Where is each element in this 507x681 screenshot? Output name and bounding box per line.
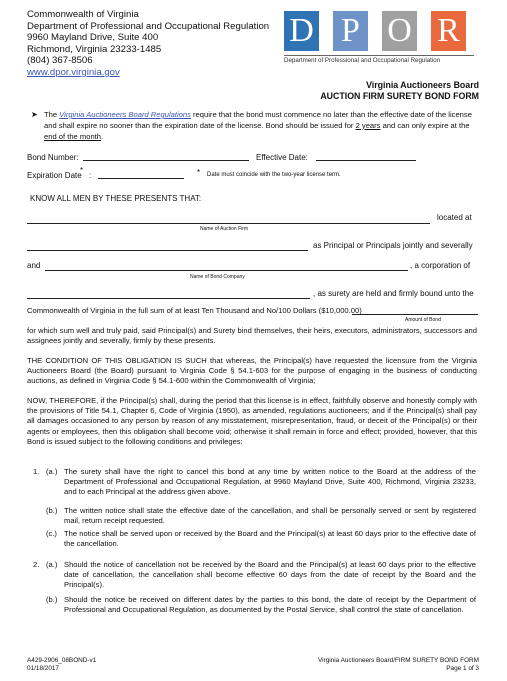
footer-date: 01/18/2017 bbox=[27, 664, 59, 672]
bond-company-caption: Name of Bond Company bbox=[190, 274, 245, 280]
condition-1a: The surety shall have the right to cancel this bond at any time by written notice to the Board at the address of the Department of Professional and Occupational Regulation, at 9960 Mayland Drive, Suite 400, Richmond, Virginia 23233, and to each Principal at the address given above. bbox=[64, 467, 476, 497]
bond-company-name-field[interactable] bbox=[45, 270, 408, 271]
footer-left bbox=[27, 657, 96, 672]
as-surety-text: , as surety are held and firmly bound unto the bbox=[313, 289, 474, 298]
firm-address-field[interactable] bbox=[27, 250, 308, 251]
condition-2a-label: (a.) bbox=[46, 560, 58, 569]
board-name: Virginia Auctioneers Board bbox=[366, 80, 479, 90]
agency-phone: (804) 367-8506 bbox=[27, 55, 93, 67]
notice-text-mid2: and can only expire at the bbox=[380, 120, 470, 130]
form-title: AUCTION FIRM SURETY BOND FORM bbox=[320, 91, 479, 101]
footer-right bbox=[318, 657, 479, 672]
agency-line2: Department of Professional and Occupational Regulation bbox=[27, 20, 270, 32]
condition-number-2: 2. bbox=[33, 560, 40, 569]
condition-2a: Should the notice of cancellation not be received by the Board and the Principal(s) at least 60 days prior to the effective date of cancellation, the cancellation shall become effective 60 days from the date of receipt by the Board and the Principal(s). bbox=[64, 560, 476, 590]
condition-1c: The notice shall be served upon or received by the Board and the Principal(s) at least 60 days prior to the effective date of the cancellation. bbox=[64, 529, 476, 549]
as-principal-text: as Principal or Principals jointly and severally bbox=[313, 241, 473, 250]
condition-1b-label: (b.) bbox=[46, 506, 58, 515]
condition-2b-label: (b.) bbox=[46, 595, 58, 604]
bond-notice bbox=[44, 110, 474, 142]
located-at-text: located at bbox=[437, 213, 472, 222]
notice-text-pre: The bbox=[44, 110, 60, 119]
notice-end-of-month: end of the month bbox=[44, 131, 101, 141]
logo-letter-o: O bbox=[382, 11, 417, 51]
for-which-paragraph: for which sum well and truly paid, said Principal(s) and Surety bind themselves, their heirs, executors, administrators, successors and assignees jointly and severally, firmly by these presents. bbox=[27, 326, 477, 346]
agency-line1: Commonwealth of Virginia bbox=[27, 9, 139, 20]
effective-date-field[interactable] bbox=[316, 160, 416, 161]
expiration-date-label: Expiration Date bbox=[27, 171, 82, 180]
agency-line3: 9960 Mayland Drive, Suite 400 bbox=[27, 32, 159, 44]
footer-form-name: Virginia Auctioneers Board/FIRM SURETY BOND FORM bbox=[318, 657, 479, 664]
date-note: Date must coincide with the two-year license term. bbox=[207, 172, 341, 178]
condition-1b: The written notice shall state the effective date of the cancellation, and shall be personally served or sent by registered mail, return receipt requested. bbox=[64, 506, 476, 526]
condition-number-1: 1. bbox=[33, 467, 40, 476]
bond-number-field[interactable] bbox=[83, 160, 249, 161]
agency-line4: Richmond, Virginia 23233-1485 bbox=[27, 43, 162, 55]
now-therefore-paragraph: NOW, THEREFORE, if the Principal(s) shall, during the period that this license is in effect, faithfully observe and honestly comply with the provisions of Title 54.1, Chapter 6, Code of Virginia (1950), as amended, regulations auctioneers; and if the Principal(s) shall pay all damages occasioned to any person by reason of any misstatement, misrepresentation, fraud, or deceit of the Principal(s) or their agents or employees, then this obligation shall become void; otherwise it shall remain in force and effect; provided, however, that this Bond is issued subject to the following conditions and privileges: bbox=[27, 396, 477, 446]
know-all-heading: KNOW ALL MEN BY THESE PRESENTS THAT: bbox=[30, 194, 202, 203]
condition-2b: Should the notice be received on different dates by the parties to this bond, the date of receipt by the Department of Professional and Occupational Regulation, as documented by the Postal Service, shall control the state of cancellation. bbox=[64, 595, 476, 615]
bond-number-label: Bond Number: bbox=[27, 153, 79, 162]
sum-line-text: Commonwealth of Virginia in the full sum of at least Ten Thousand and No/100 Dollars ($10,000.00) bbox=[27, 306, 362, 315]
notice-text-mid: require that the bond must commence no later than the effective date of the license and shall expire no sooner than the expiration date of the license. Bond should be issued for bbox=[44, 110, 472, 130]
bond-amount-caption: Amount of Bond bbox=[405, 317, 441, 323]
state-of-incorporation-field[interactable] bbox=[27, 298, 310, 299]
agency-header bbox=[27, 9, 269, 79]
regulations-link[interactable]: Virginia Auctioneers Board Regulations bbox=[59, 110, 191, 119]
website-link[interactable]: www.dpor.virginia.gov bbox=[27, 66, 120, 78]
condition-paragraph: THE CONDITION OF THIS OBLIGATION IS SUCH that whereas, the Principal(s) have requested the licensure from the Virginia Auctioneers Board (the Board) pursuant to Virginia Code § 54.1-603 for the purpose of engaging in the business of conducting auctions, as defined in Virginia Code § 54.1-600 within the Commonwealth of Virginia; bbox=[27, 356, 477, 386]
expiration-colon: : bbox=[89, 171, 92, 180]
expiration-date-field[interactable] bbox=[98, 178, 184, 179]
logo-divider bbox=[284, 55, 474, 56]
notice-two-years: 2 years bbox=[355, 120, 381, 130]
condition-1c-label: (c.) bbox=[46, 529, 57, 538]
auction-firm-name-field[interactable] bbox=[27, 223, 430, 224]
logo-caption: Department of Professional and Occupational Regulation bbox=[284, 57, 441, 64]
logo-letter-d: D bbox=[284, 11, 319, 51]
corporation-of-text: , a corporation of bbox=[410, 261, 471, 270]
footer-form-number: A429-2906_08BOND-v1 bbox=[27, 657, 97, 664]
condition-1a-label: (a.) bbox=[46, 467, 58, 476]
bond-amount-field[interactable] bbox=[352, 314, 478, 315]
notice-bullet-icon: ➤ bbox=[31, 110, 38, 119]
footer-page-number: Page 1 of 3 bbox=[446, 664, 479, 672]
expiration-asterisk: * bbox=[80, 166, 84, 175]
logo-letter-p: P bbox=[333, 11, 368, 51]
effective-date-label: Effective Date: bbox=[256, 153, 308, 162]
date-note-asterisk: * bbox=[197, 168, 201, 177]
auction-firm-name-caption: Name of Auction Firm bbox=[200, 226, 249, 232]
notice-text-end: . bbox=[101, 131, 104, 141]
and-text: and bbox=[27, 261, 41, 270]
logo-letter-r: R bbox=[431, 11, 466, 51]
